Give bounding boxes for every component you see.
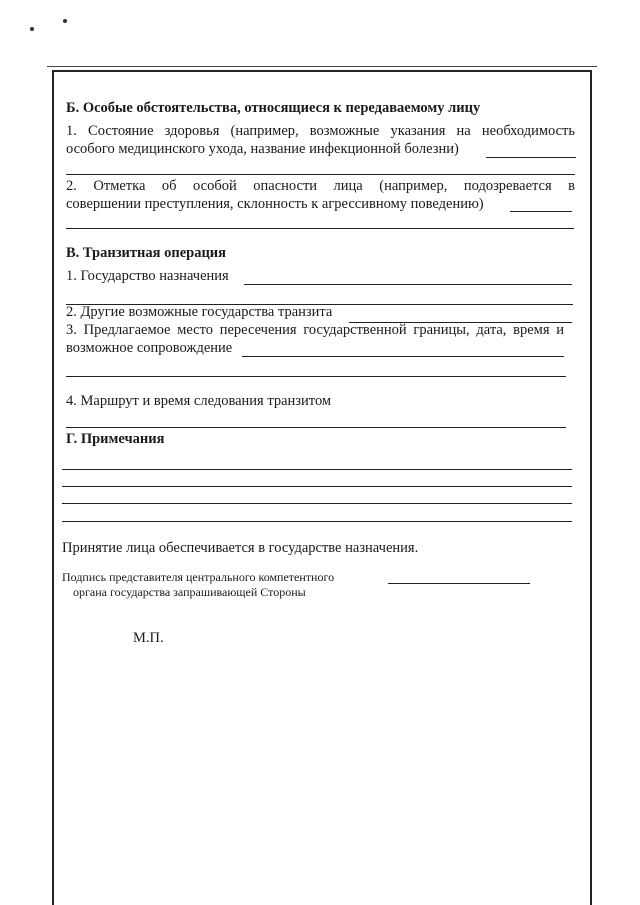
signature-caption-line2: органа государства запрашивающей Стороны: [73, 585, 306, 599]
border-crossing-field[interactable]: [242, 356, 564, 357]
acceptance-statement: Принятие лица обеспечивается в государстве назначения.: [62, 540, 419, 556]
section-b-heading: Б. Особые обстоятельства, относящиеся к передаваемому лицу: [66, 100, 481, 116]
scan-speck: [30, 27, 34, 31]
section-v-item4-label: 4. Маршрут и время следования транзитом: [66, 393, 332, 409]
health-answer-field[interactable]: [486, 157, 576, 158]
danger-answer-field[interactable]: [510, 211, 572, 212]
section-v-item3-line2: возможное сопровождение: [66, 340, 233, 356]
section-v-item2-label: 2. Другие возможные государства транзита: [66, 304, 333, 320]
seal-placeholder: М.П.: [133, 630, 164, 646]
destination-state-field[interactable]: [244, 284, 572, 285]
notes-line-3[interactable]: [62, 503, 572, 504]
section-b-item1-line2: особого медицинского ухода, название инфекционной болезни): [66, 141, 459, 157]
transit-route-line[interactable]: [66, 427, 566, 428]
border-crossing-line[interactable]: [66, 376, 566, 377]
signature-caption-line1: Подпись представителя центрального компетентного: [62, 570, 335, 584]
section-v-heading: В. Транзитная операция: [66, 245, 226, 261]
notes-line-4[interactable]: [62, 521, 572, 522]
section-v-item3-line1: 3. Предлагаемое место пересечения государственной границы, дата, время и: [66, 322, 564, 338]
signature-field[interactable]: [388, 583, 530, 584]
section-b-item2-line1: 2. Отметка об особой опасности лица (например, подозревается в: [66, 178, 575, 194]
section-g-heading: Г. Примечания: [66, 431, 165, 447]
notes-line-1[interactable]: [62, 469, 572, 470]
notes-line-2[interactable]: [62, 486, 572, 487]
section-b-item1-line1: 1. Состояние здоровья (например, возможные указания на необходимость: [66, 123, 575, 139]
section-b-item2-line2: совершении преступления, склонность к агрессивному поведению): [66, 196, 484, 212]
danger-answer-line[interactable]: [66, 228, 574, 229]
health-answer-line[interactable]: [66, 174, 575, 175]
section-v-item1-label: 1. Государство назначения: [66, 268, 229, 284]
scan-speck: [63, 19, 67, 23]
